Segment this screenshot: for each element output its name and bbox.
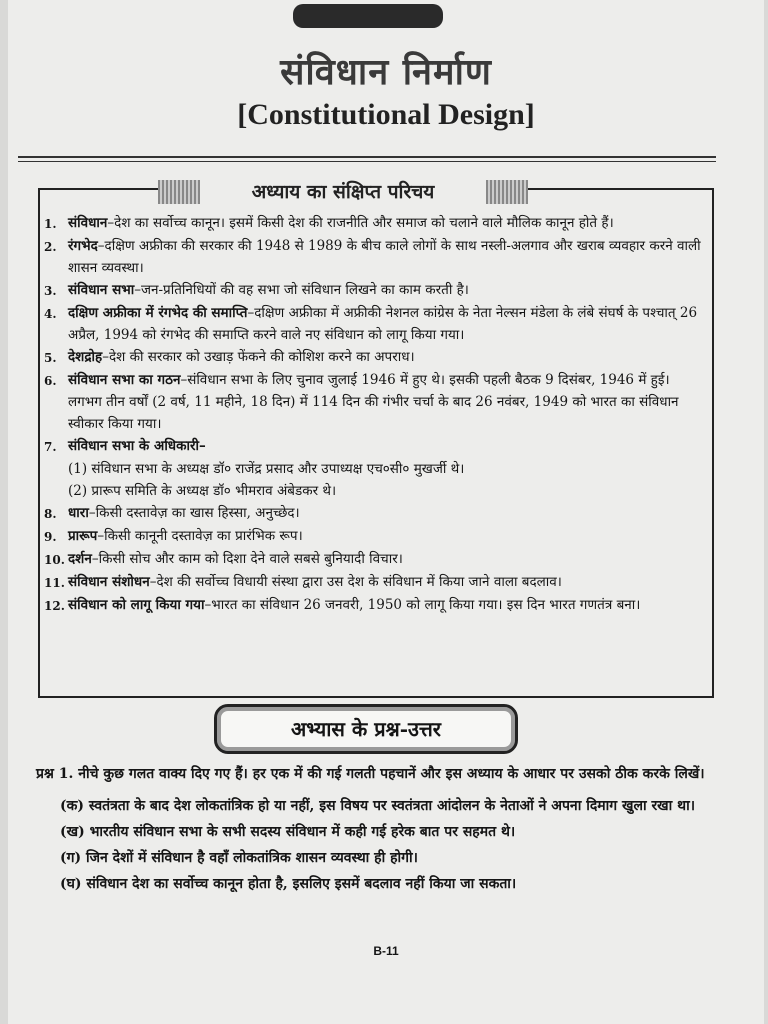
summary-item xyxy=(44,369,706,435)
summary-heading xyxy=(158,176,528,208)
summary-item-body xyxy=(68,235,706,279)
summary-item-body xyxy=(68,525,706,548)
summary-item-body xyxy=(68,302,706,346)
summary-list xyxy=(44,212,706,617)
question-option: (ग) जिन देशों में संविधान है वहाँ लोकतांत्रिक शासन व्यवस्था ही होगी। xyxy=(60,850,418,866)
summary-item-term: संविधान xyxy=(68,215,108,231)
summary-item xyxy=(44,346,706,369)
summary-item xyxy=(44,435,706,458)
question-option: (क) स्वतंत्रता के बाद देश लोकतांत्रिक हो या नहीं, इस विषय पर स्वतंत्रता आंदोलन के नेताओं ने अपना दिमाग खुला रखा था। xyxy=(60,798,696,814)
summary-item xyxy=(44,525,706,548)
summary-item xyxy=(44,302,706,346)
summary-item xyxy=(44,235,706,279)
summary-item-number: 7. xyxy=(44,440,57,454)
summary-item-number: 9. xyxy=(44,530,57,544)
summary-item-number: 6. xyxy=(44,374,57,388)
summary-item xyxy=(44,502,706,525)
summary-item-body xyxy=(68,502,706,525)
summary-item-body xyxy=(68,346,706,369)
question-1: प्रश्न 1. नीचे कुछ गलत वाक्य दिए गए हैं। हर एक में की गई गलती पहचानें और इस अध्याय के आधार पर उसको ठीक करके लिखें। xyxy=(36,766,705,782)
summary-item-text: –संविधान सभा के लिए चुनाव जुलाई 1946 में हुए थे। इसकी पहली बैठक 9 दिसंबर, 1946 में हुई। लगभग तीन वर्षों (2 वर्ष, 11 महीने, 18 दिन) में 114 दिन की गंभीर चर्चा के बाद 26 नवंबर, 1949 को भारत का संविधान स्वीकार किया गया। xyxy=(68,372,679,432)
summary-item xyxy=(44,548,706,571)
summary-item-term: संविधान संशोधन xyxy=(68,574,150,590)
summary-item-term: संविधान सभा के अधिकारी– xyxy=(68,438,206,454)
summary-item-text: (1) संविधान सभा के अध्यक्ष डॉ० राजेंद्र प्रसाद और उपाध्यक्ष एच०सी० मुखर्जी थे। xyxy=(68,461,465,477)
summary-item-term: दक्षिण अफ्रीका में रंगभेद की समाप्ति xyxy=(68,305,248,321)
summary-item-body xyxy=(68,480,706,502)
summary-item-term: धारा xyxy=(68,505,89,521)
summary-item-body xyxy=(68,279,706,302)
summary-item-term: संविधान को लागू किया गया xyxy=(68,597,205,613)
summary-item-body xyxy=(68,212,706,235)
summary-item-text: –दक्षिण अफ्रीका में अफ्रीकी नेशनल कांग्रेस के नेता नेल्सन मंडेला के लंबे संघर्ष के पश्चात् 26 अप्रैल, 1994 को रंगभेद की समाप्ति करने वाले नए संविधान को लागू किया गया। xyxy=(68,305,698,343)
summary-item-text: –देश की सरकार को उखाड़ फेंकने की कोशिश करने का अपराध। xyxy=(102,349,415,365)
summary-item-number: 1. xyxy=(44,217,57,231)
summary-item-number: 11. xyxy=(44,576,65,590)
summary-item-term: संविधान सभा का गठन xyxy=(68,372,181,388)
practice-heading: अभ्यास के प्रश्न-उत्तर xyxy=(214,704,518,754)
summary-item xyxy=(44,571,706,594)
summary-item-number: 5. xyxy=(44,351,57,365)
summary-item-number: 3. xyxy=(44,284,57,298)
summary-item-text: –भारत का संविधान 26 जनवरी, 1950 को लागू किया गया। इस दिन भारत गणतंत्र बना। xyxy=(204,597,641,613)
heading-ornament-right xyxy=(486,180,528,204)
summary-item xyxy=(44,279,706,302)
summary-item-text: –दक्षिण अफ्रीका की सरकार की 1948 से 1989 के बीच काले लोगों के साथ नस्ली-अलगाव और खराब व्यवहार करने वाली शासन व्यवस्था। xyxy=(68,238,701,276)
summary-item-number: 12. xyxy=(44,599,65,613)
summary-item-number: 10. xyxy=(44,553,65,567)
binder-clip xyxy=(293,4,443,28)
summary-item-text: –किसी सोच और काम को दिशा देने वाले सबसे बुनियादी विचार। xyxy=(91,551,403,567)
book-page xyxy=(8,0,764,1024)
heading-ornament-left xyxy=(158,180,200,204)
summary-item-term: दर्शन xyxy=(68,551,92,567)
summary-item-text: (2) प्रारूप समिति के अध्यक्ष डॉ० भीमराव अंबेडकर थे। xyxy=(68,483,337,499)
question-option: (ख) भारतीय संविधान सभा के सभी सदस्य संविधान में कही गई हरेक बात पर सहमत थे। xyxy=(60,824,516,840)
summary-item xyxy=(44,480,706,502)
summary-item-body xyxy=(68,369,706,435)
summary-item-text: –किसी कानूनी दस्तावेज़ का प्रारंभिक रूप। xyxy=(97,528,303,544)
page-number: B-11 xyxy=(373,944,399,958)
summary-heading-text: अध्याय का संक्षिप्त परिचय xyxy=(251,181,435,203)
question-option: (घ) संविधान देश का सर्वोच्च कानून होता है, इसलिए इसमें बदलाव नहीं किया जा सकता। xyxy=(60,876,517,892)
summary-item-body xyxy=(68,594,706,617)
title-divider xyxy=(18,156,716,158)
summary-item xyxy=(44,212,706,235)
summary-item-text: –किसी दस्तावेज़ का खास हिस्सा, अनुच्छेद। xyxy=(88,505,300,521)
summary-item-term: संविधान सभा xyxy=(68,282,135,298)
summary-item-number: 8. xyxy=(44,507,57,521)
practice-questions xyxy=(36,762,726,898)
summary-item xyxy=(44,458,706,480)
summary-item-number: 2. xyxy=(44,240,57,254)
title-divider-thin xyxy=(18,161,716,162)
chapter-title-hindi: संविधान निर्माण xyxy=(280,51,492,93)
summary-item-body xyxy=(68,571,706,594)
summary-item-text: –देश का सर्वोच्च कानून। इसमें किसी देश की राजनीति और समाज को चलाने वाले मौलिक कानून होते हैं। xyxy=(107,215,614,231)
summary-item-term: रंगभेद xyxy=(68,238,98,254)
summary-item-term: देशद्रोह xyxy=(68,349,103,365)
summary-item-text: –देश की सर्वोच्च विधायी संस्था द्वारा उस देश के संविधान में किया जाने वाला बदलाव। xyxy=(149,574,562,590)
summary-item-number: 4. xyxy=(44,307,57,321)
summary-item-term: प्रारूप xyxy=(68,528,98,544)
chapter-title-english: [Constitutional Design] xyxy=(237,98,535,131)
summary-item-text: –जन-प्रतिनिधियों की वह सभा जो संविधान लिखने का काम करती है। xyxy=(134,282,469,298)
summary-item-body xyxy=(68,435,706,458)
summary-item-body xyxy=(68,548,706,571)
summary-item-body xyxy=(68,458,706,480)
summary-item xyxy=(44,594,706,617)
